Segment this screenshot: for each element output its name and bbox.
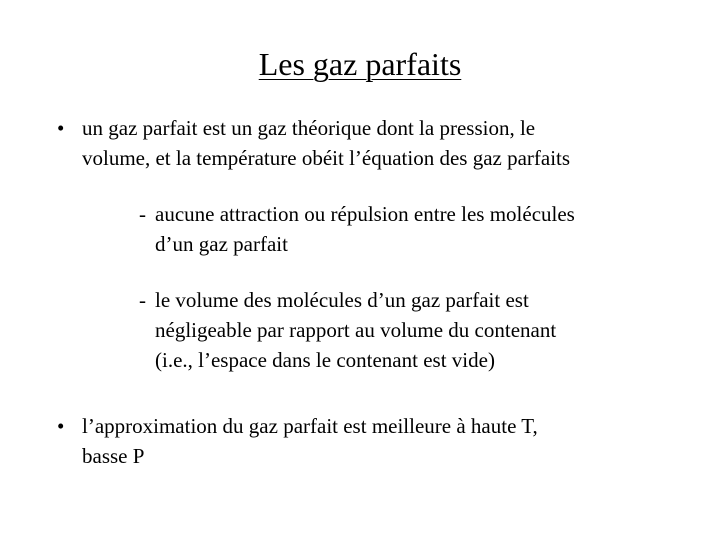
sub-item-2 — [139, 285, 679, 377]
dash-marker: - — [139, 288, 146, 312]
bullet-item-2 — [57, 411, 677, 473]
bullet-item-1 — [57, 113, 677, 175]
sub-item-text-1: aucune attraction ou répulsion entre les molécules d’un gaz parfait — [155, 202, 575, 256]
bullet-text-2: l’approximation du gaz parfait est meilleure à haute T, basse P — [82, 414, 538, 468]
slide-title-text: Les gaz parfaits — [258, 46, 462, 82]
slide-title — [0, 44, 720, 84]
bullet-marker: • — [57, 414, 65, 438]
sub-item-text-2: le volume des molécules d’un gaz parfait est négligeable par rapport au volume du contenant (i.e., l’espace dans le contenant est vide) — [155, 288, 557, 372]
dash-marker: - — [139, 202, 146, 226]
bullet-marker: • — [57, 116, 65, 140]
bullet-text-1: un gaz parfait est un gaz théorique dont la pression, le volume, et la température obéit l’équation des gaz parfaits — [82, 116, 571, 170]
sub-item-1 — [139, 199, 679, 261]
